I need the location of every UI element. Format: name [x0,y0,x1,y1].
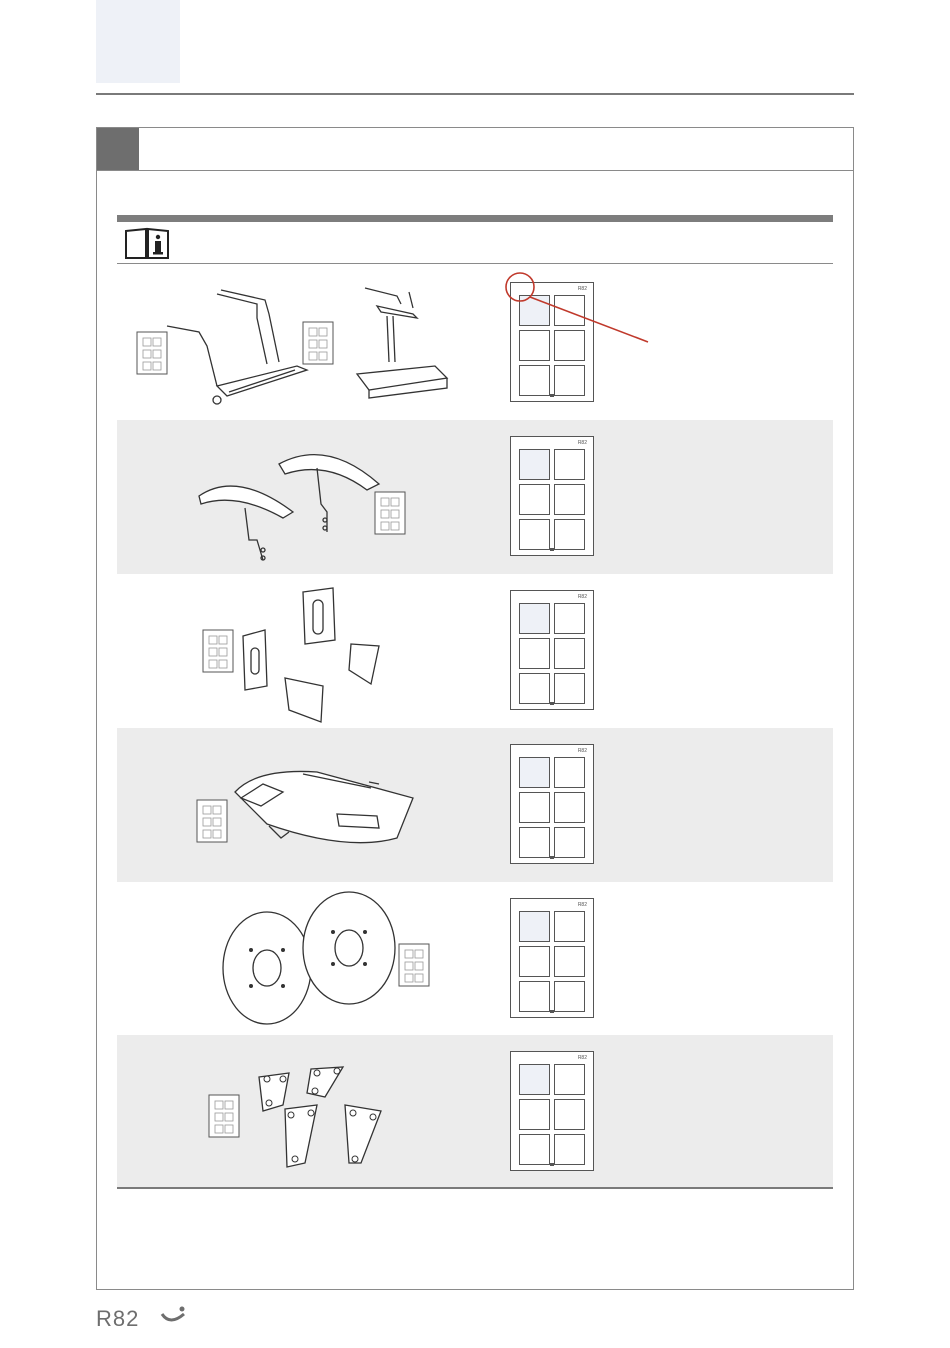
accessory-row-handles [117,574,833,728]
section-number-box [97,128,139,170]
sheet-cell [554,295,585,326]
sheet-cell [554,827,585,858]
sheet-cell [554,673,585,704]
sheet-cell [519,295,550,326]
sheet-cell [554,1099,585,1130]
sheet-cell [519,365,550,396]
label-sheet [510,898,594,1018]
sheet-cell [554,1064,585,1095]
footplate-illustration [117,728,497,882]
sheet-cell [554,792,585,823]
sheet-cell [519,1134,550,1165]
sheet-cell [519,827,550,858]
sheet-brand: R82 [577,748,587,754]
info-rule [117,263,833,264]
sheet-cell [554,981,585,1012]
sheet-cell [554,638,585,669]
accessory-row-brackets [117,1035,833,1189]
sheet-cell [554,484,585,515]
sheet-brand: R82 [577,594,587,600]
sheet-cell [519,1064,550,1095]
sheet-marker [550,702,554,705]
sheet-cell [519,638,550,669]
sheet-cell [554,330,585,361]
manual-info-icon [124,227,170,260]
sheet-cell [519,330,550,361]
sheet-cell [519,673,550,704]
sheet-brand: R82 [577,902,587,908]
handles-illustration [117,574,497,728]
label-sheet [510,282,594,402]
chapter-tab [96,0,180,83]
mudguard-illustration [117,420,497,574]
header-rule [96,93,854,95]
sheet-marker [550,394,554,397]
sheet-marker [550,1163,554,1166]
accessory-row-footrest [117,266,833,420]
sheet-marker [550,548,554,551]
sheet-cell [554,449,585,480]
accessory-row-mudguard [117,420,833,574]
sheet-brand: R82 [577,1055,587,1061]
section-title-bar [97,128,853,171]
sheet-cell [519,946,550,977]
sheet-cell [519,484,550,515]
sheet-cell [519,519,550,550]
sheet-cell [554,365,585,396]
sheet-cell [519,603,550,634]
accessory-row-footplate [117,728,833,882]
info-bar [117,215,833,222]
label-sheet [510,1051,594,1171]
sheet-cell [519,911,550,942]
sheet-cell [519,1099,550,1130]
sheet-cell [519,981,550,1012]
svg-text:R82: R82 [96,1306,140,1331]
wheel-discs-illustration [117,882,497,1036]
sheet-cell [554,757,585,788]
footrest-illustration [117,266,497,420]
sheet-brand: R82 [577,286,587,292]
sheet-brand: R82 [577,440,587,446]
sheet-cell [554,911,585,942]
sheet-marker [550,856,554,859]
label-sheet [510,436,594,556]
accessory-row-wheel-discs [117,882,833,1036]
sheet-cell [554,519,585,550]
sheet-cell [519,792,550,823]
label-sheet [510,590,594,710]
sheet-marker [550,1010,554,1013]
r82-logo [96,1304,196,1332]
brackets-illustration [117,1035,497,1189]
label-sheet [510,744,594,864]
bottom-rule [117,1187,833,1189]
sheet-cell [554,946,585,977]
sheet-cell [554,1134,585,1165]
sheet-cell [519,449,550,480]
sheet-cell [554,603,585,634]
sheet-cell [519,757,550,788]
